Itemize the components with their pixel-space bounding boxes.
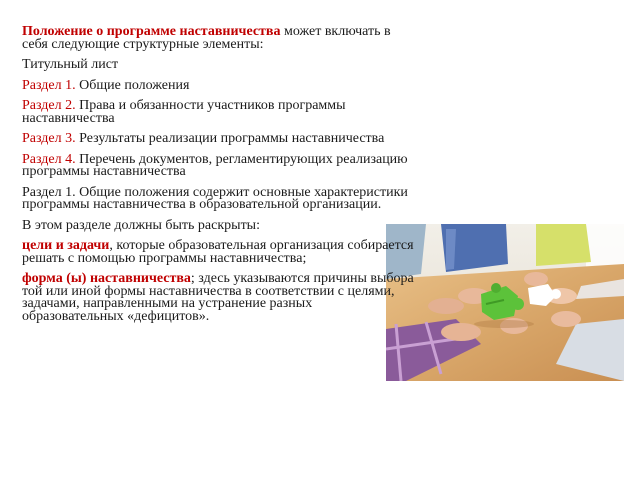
disclose-intro: В этом разделе должны быть раскрыты: [22, 217, 260, 233]
section-text: Перечень документов, регламентирующих реализацию программы наставничества [22, 151, 408, 179]
forms-text: ; здесь указываются причины выбора той или иной формы наставничества в соответствии с целями, задачами, направленными на устранение разных образовательных «дефицитов». [22, 271, 414, 324]
goals-term: цели и задачи [22, 238, 110, 253]
section-text: Права и обязанности участников программы наставничества [22, 98, 346, 126]
photo-illustration [386, 224, 624, 381]
section-text: Результаты реализации программы наставничества [75, 131, 385, 146]
section-label: Раздел 2. [22, 98, 76, 113]
intro-highlight: Положение о программе наставничества [22, 24, 281, 39]
section-label: Раздел 4. [22, 151, 76, 167]
goals-item [22, 240, 414, 265]
section-item-3 [22, 133, 414, 146]
section-text: Общие положения [75, 77, 190, 93]
section-item-4 [22, 151, 414, 179]
section-label: Раздел 3. [22, 131, 76, 146]
forms-item [22, 273, 414, 323]
section-item-2 [22, 100, 414, 125]
forms-term: форма (ы) наставничества [22, 271, 191, 286]
team-puzzle-photo [386, 224, 624, 381]
goals-text: , которые образовательная организация собирается решать с помощью программы наставничества; [22, 238, 414, 266]
title-page-item: Титульный лист [22, 57, 119, 72]
section-label: Раздел 1. [22, 77, 76, 93]
slide-text [22, 26, 414, 331]
section1-description: Раздел 1. Общие положения содержит основные характеристики программы наставничества в образовательной организации. [22, 184, 408, 212]
intro-paragraph [22, 26, 414, 51]
section-item-1 [22, 77, 414, 93]
intro-rest: может включать в себя следующие структурные элементы: [22, 24, 391, 52]
